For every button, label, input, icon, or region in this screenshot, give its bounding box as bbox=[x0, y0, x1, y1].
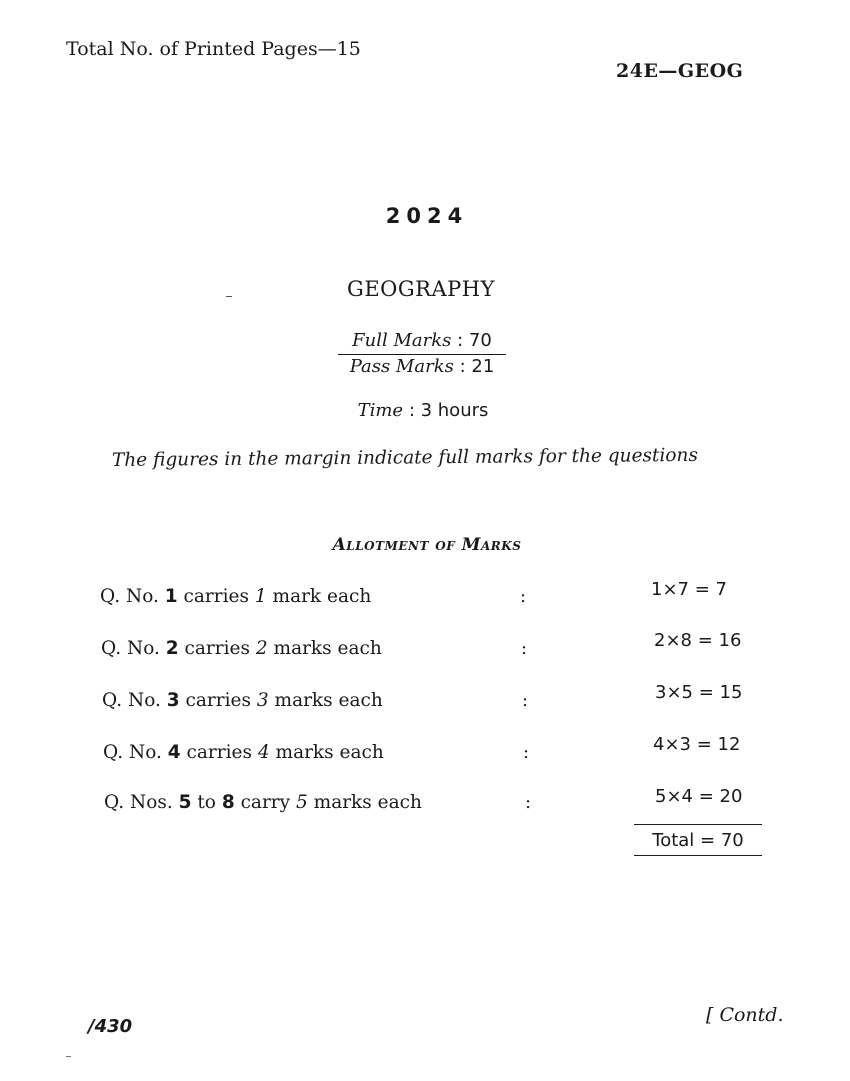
allotment-row bbox=[0, 579, 850, 614]
marks-block bbox=[338, 329, 506, 380]
mark-count: 2 bbox=[255, 638, 268, 659]
question-number: 4 bbox=[167, 742, 181, 763]
row-prefix: Q. No. bbox=[100, 586, 165, 607]
row-calculation: 1×7 = 7 bbox=[651, 579, 727, 600]
row-suffix: marks each bbox=[269, 742, 384, 763]
row-suffix: marks each bbox=[267, 638, 382, 659]
pass-marks-value: : 21 bbox=[459, 356, 495, 377]
time-value: : 3 hours bbox=[408, 400, 489, 421]
instruction-text: The figures in the margin indicate full marks for the questions bbox=[111, 444, 698, 471]
allotment-row bbox=[0, 786, 850, 822]
question-label bbox=[104, 792, 422, 813]
full-marks-label: Full Marks bbox=[352, 330, 452, 351]
question-number: 3 bbox=[166, 690, 180, 711]
row-prefix: Q. Nos. bbox=[104, 792, 179, 813]
stray-mark bbox=[66, 1056, 71, 1057]
question-number: 2 bbox=[165, 638, 179, 659]
row-prefix: Q. No. bbox=[102, 690, 167, 711]
pass-marks bbox=[338, 355, 506, 380]
mark-count: 3 bbox=[256, 690, 269, 711]
pass-marks-label: Pass Marks bbox=[349, 356, 454, 377]
marks-total: Total = 70 bbox=[634, 824, 762, 856]
question-number: 1 bbox=[164, 586, 178, 607]
allotment-row bbox=[0, 682, 850, 718]
row-suffix: marks each bbox=[268, 690, 383, 711]
allotment-row bbox=[0, 630, 850, 666]
full-marks-value: : 70 bbox=[457, 330, 492, 351]
contd-text: [ Contd. bbox=[706, 1004, 784, 1026]
row-mid: carries bbox=[178, 638, 256, 659]
mark-count: 1 bbox=[254, 586, 267, 607]
question-label bbox=[103, 742, 384, 763]
row-colon: : bbox=[521, 638, 528, 659]
row-calculation: 2×8 = 16 bbox=[654, 630, 742, 651]
time-label: Time bbox=[357, 400, 404, 421]
row-suffix: mark each bbox=[266, 586, 372, 607]
question-label bbox=[100, 586, 371, 607]
row-colon: : bbox=[522, 690, 529, 711]
exam-time bbox=[0, 400, 846, 421]
footer-code: /430 bbox=[88, 1016, 133, 1037]
mark-count: 4 bbox=[257, 742, 270, 763]
allotment-row bbox=[0, 734, 850, 770]
continued-note bbox=[706, 1004, 784, 1026]
question-label bbox=[102, 690, 383, 711]
row-prefix: Q. No. bbox=[103, 742, 168, 763]
row-suffix: marks each bbox=[307, 792, 422, 813]
row-calculation: 4×3 = 12 bbox=[653, 734, 741, 755]
exam-year: 2024 bbox=[385, 204, 469, 228]
paper-code: 24E—GEOG bbox=[616, 60, 744, 82]
row-colon: : bbox=[525, 792, 532, 813]
question-number: 5 bbox=[178, 792, 192, 813]
full-marks bbox=[338, 329, 506, 355]
row-mid: carries bbox=[180, 742, 258, 763]
row-mid-2: carry bbox=[234, 792, 296, 813]
row-colon: : bbox=[520, 586, 527, 607]
row-mid: carries bbox=[177, 586, 255, 607]
row-mid: carries bbox=[179, 690, 257, 711]
question-label bbox=[101, 638, 382, 659]
row-calculation: 5×4 = 20 bbox=[655, 786, 743, 807]
row-colon: : bbox=[523, 742, 530, 763]
row-calculation: 3×5 = 15 bbox=[655, 682, 743, 703]
mark-count: 5 bbox=[295, 792, 308, 813]
printed-pages-count: Total No. of Printed Pages—15 bbox=[66, 38, 361, 60]
row-mid: to bbox=[191, 792, 222, 813]
question-number-end: 8 bbox=[221, 792, 235, 813]
allotment-heading: Allotment of Marks bbox=[332, 535, 522, 555]
exam-subject: GEOGRAPHY bbox=[347, 277, 495, 301]
row-prefix: Q. No. bbox=[101, 638, 166, 659]
